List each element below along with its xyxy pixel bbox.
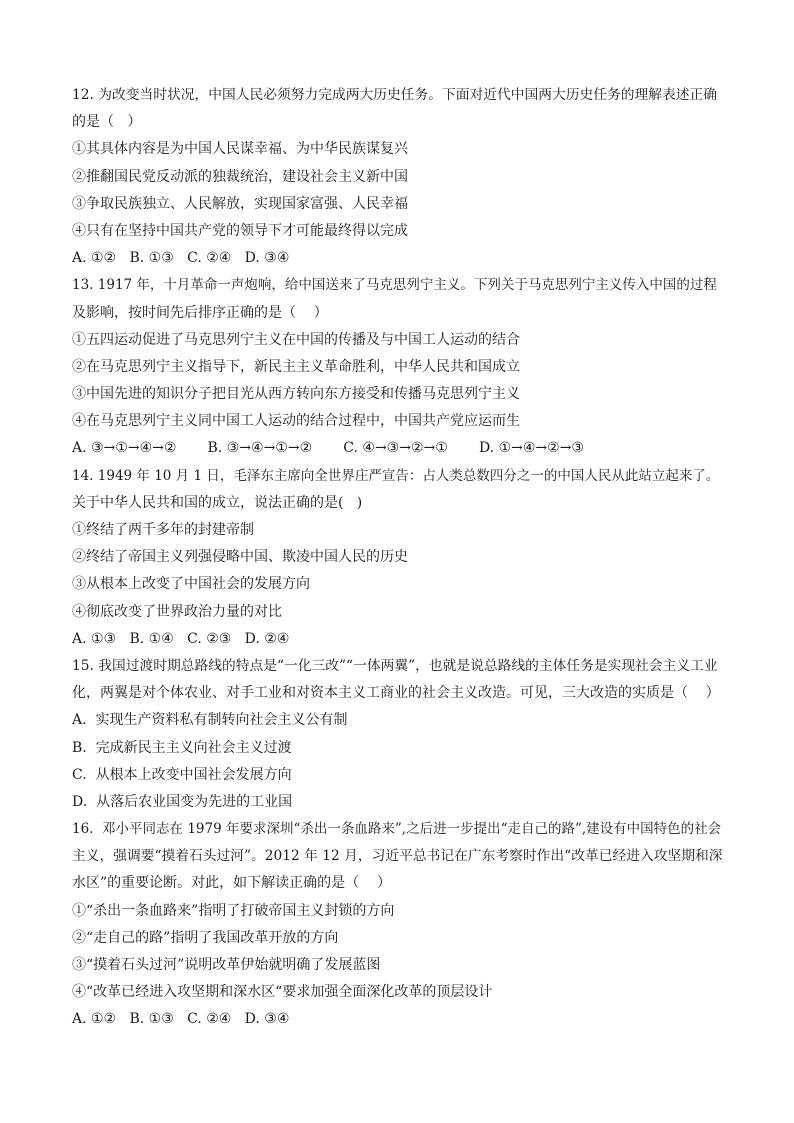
statement: ④在马克思列宁主义同中国工人运动的结合过程中，中国共产党应运而生	[72, 413, 520, 430]
answer-options: A. ③→①→④→② B. ③→④→①→② C. ④→③→②→① D. ①→④→②→③	[72, 440, 584, 457]
question-15	[72, 653, 726, 816]
statement: ②“走自己的路”指明了我国改革开放的方向	[72, 929, 339, 946]
question-13	[72, 272, 726, 462]
question-stem-line: 的是（ ）	[72, 114, 142, 131]
answer-options: A. ①② B. ①③ C. ②④ D. ③④	[72, 250, 290, 267]
statement: ①终结了两千多年的封建帝制	[72, 522, 254, 538]
question-stem-line: 及影响，按时间先后排序正确的是（ ）	[72, 304, 328, 321]
question-stem-line: 14. 1949 年 10 月 1 日，毛泽东主席向全世界庄严宣告：占人类总数四分之一的中国人民从此站立起来了。	[72, 467, 720, 484]
answer-options: A. ①② B. ①③ C. ②④ D. ③④	[72, 1011, 290, 1028]
question-stem-line: 15. 我国过渡时期总路线的特点是“一化三改”“一体两翼”，也就是说总路线的主体任务是实现社会主义工业	[72, 657, 718, 674]
question-14	[72, 463, 726, 653]
statement: ①“杀出一条血路来”指明了打破帝国主义封锁的方向	[72, 902, 395, 919]
statement: ③从根本上改变了中国社会的发展方向	[72, 576, 310, 593]
statement: ④彻底改变了世界政治力量的对比	[72, 603, 282, 620]
statement: ②终结了帝国主义列强侵略中国、欺凌中国人民的历史	[72, 549, 408, 566]
statement: ③争取民族独立、人民解放，实现国家富强、人民幸福	[72, 195, 408, 212]
statement: ②推翻国民党反动派的独裁统治，建设社会主义新中国	[72, 168, 408, 185]
question-stem-line: 16. 邓小平同志在 1979 年要求深圳“杀出一条血路来”,之后进一步提出“走自己的路”,建设有中国特色的社会	[72, 821, 722, 838]
question-stem-line: 关于中华人民共和国的成立，说法正确的是( )	[72, 494, 363, 511]
statement: ④“改革已经进入攻坚期和深水区“要求加强全面深化改革的顶层设计	[72, 984, 493, 1001]
question-12	[72, 82, 726, 272]
question-stem-line: 化，两翼是对个体农业、对手工业和对资本主义工商业的社会主义改造。可见，三大改造的实质是（ ）	[72, 685, 720, 702]
statement: ②在马克思列宁主义指导下，新民主主义革命胜利，中华人民共和国成立	[72, 358, 520, 375]
answer-options: A. ①③ B. ①④ C. ②③ D. ②④	[72, 630, 290, 647]
answer-option: D. 从落后农业国变为先进的工业国	[72, 793, 293, 810]
statement: ①五四运动促进了马克思列宁主义在中国的传播及与中国工人运动的结合	[72, 331, 520, 348]
question-stem-line: 水区”的重要论断。对此，如下解读正确的是（ ）	[72, 875, 391, 892]
question-stem-line: 13. 1917 年，十月革命一声炮响，给中国送来了马克思列宁主义。下列关于马克思列宁主义传入中国的过程	[72, 277, 717, 294]
question-stem-line: 主义，强调要“摸着石头过河”。2012 年 12 月，习近平总书记在广东考察时作出“改革已经进入攻坚期和深	[72, 848, 723, 865]
question-stem-line: 12. 为改变当时状况，中国人民必须努力完成两大历史任务。下面对近代中国两大历史任务的理解表述正确	[72, 87, 717, 103]
statement: ①其具体内容是为中国人民谋幸福、为中华民族谋复兴	[72, 141, 408, 158]
statement: ④只有在坚持中国共产党的领导下才可能最终得以完成	[72, 222, 408, 239]
exam-page	[72, 82, 726, 1034]
statement: ③中国先进的知识分子把目光从西方转向东方接受和传播马克思列宁主义	[72, 386, 520, 403]
statement: ③“摸着石头过河”说明改革伊始就明确了发展蓝图	[72, 957, 381, 973]
answer-option: B. 完成新民主主义向社会主义过渡	[72, 739, 292, 756]
answer-option: C. 从根本上改变中国社会发展方向	[72, 766, 292, 783]
question-16	[72, 816, 726, 1034]
answer-option: A. 实现生产资料私有制转向社会主义公有制	[72, 712, 348, 729]
